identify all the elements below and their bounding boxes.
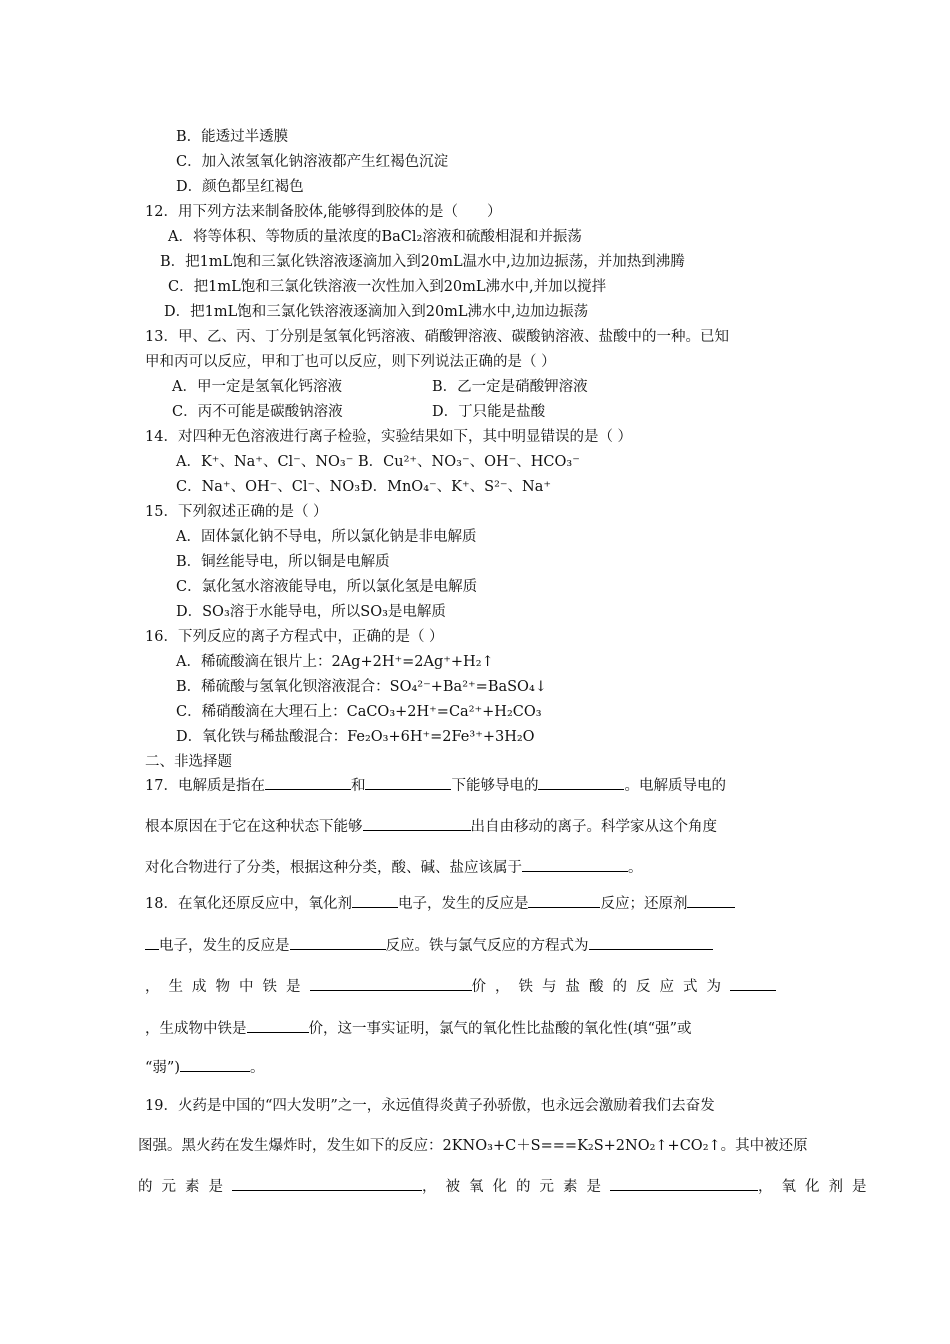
q18-blank-3-cont[interactable] — [145, 935, 159, 950]
q15-stem: 15．下列叙述正确的是（ ） — [145, 504, 328, 520]
q13-option-d: D．丁只能是盐酸 — [432, 404, 546, 420]
q17-text-3: 下能够导电的 — [451, 778, 539, 794]
q18-line5 — [145, 1057, 264, 1078]
q17-text-5: 根本原因在于它在这种状态下能够 — [145, 819, 363, 835]
q13-option-a: A．甲一定是氢氧化钙溶液 — [172, 379, 342, 395]
q18-blank-2[interactable] — [528, 893, 600, 908]
q17-line3 — [145, 857, 643, 878]
q14-option-c: C．Na⁺、OH⁻、Cl⁻、NO₃⁻ — [176, 479, 368, 495]
q13-stem-line1: 13．甲、乙、丙、丁分别是氢氧化钙溶液、硝酸钾溶液、碳酸钠溶液、盐酸中的一种。已知 — [145, 329, 729, 345]
q14-stem: 14．对四种无色溶液进行离子检验，实验结果如下，其中明显错误的是（ ） — [145, 429, 633, 445]
q17-text-6: 出自由移动的离子。科学家从这个角度 — [470, 819, 717, 835]
q18-text-11: 。 — [249, 1060, 265, 1076]
q12-option-d: D．把1mL饱和三氯化铁溶液逐滴加入到20mL沸水中,边加边振荡 — [164, 304, 589, 320]
q18-blank-7[interactable] — [730, 976, 776, 991]
q12-option-a: A．将等体积、等物质的量浓度的BaCl₂溶液和硫酸相混和并振荡 — [168, 229, 582, 245]
q19-line2: 图强。黑火药在发生爆炸时，发生如下的反应：2KNO₃+C＋S===K₂S+2NO₂↑+CO₂↑。其中被还原 — [138, 1138, 808, 1154]
q18-blank-5[interactable] — [589, 935, 713, 950]
q18-blank-3[interactable] — [687, 893, 735, 908]
q17-blank-4[interactable] — [363, 816, 471, 831]
q17-blank-1[interactable] — [265, 775, 351, 790]
q11-option-b: B．能透过半透膜 — [176, 129, 289, 145]
q19-blank-2[interactable] — [610, 1176, 758, 1191]
q12-option-b: B．把1mL饱和三氯化铁溶液逐滴加入到20mL温水中,边加边振荡，并加热到沸腾 — [160, 254, 685, 270]
q18-text-8: ，生成物中铁是 — [145, 1021, 247, 1037]
q16-option-a: A．稀硫酸滴在银片上：2Ag+2H⁺=2Ag⁺+H₂↑ — [176, 654, 494, 670]
q18-blank-8[interactable] — [247, 1018, 309, 1033]
q18-blank-9[interactable] — [180, 1057, 250, 1072]
q18-text-2: 电子，发生的反应是 — [397, 896, 529, 912]
q18-line2 — [145, 935, 713, 956]
q17-text-4: 。电解质导电的 — [624, 778, 726, 794]
q15-option-c: C．氯化氢水溶液能导电，所以氯化氢是电解质 — [176, 579, 478, 595]
q13-option-b: B．乙一定是硝酸钾溶液 — [432, 379, 588, 395]
q17-text-1: 17．电解质是指在 — [145, 778, 265, 794]
q17-text-2: 和 — [350, 778, 366, 794]
q17-blank-3[interactable] — [538, 775, 624, 790]
q16-option-b: B．稀硫酸与氢氧化钡溶液混合：SO₄²⁻+Ba²⁺=BaSO₄↓ — [176, 679, 547, 695]
q18-blank-4[interactable] — [290, 935, 386, 950]
q16-option-c: C．稀硝酸滴在大理石上：CaCO₃+2H⁺=Ca²⁺+H₂CO₃ — [176, 704, 542, 720]
q18-blank-6[interactable] — [310, 976, 472, 991]
q18-text-3: 反应；还原剂 — [600, 896, 688, 912]
q19-text-1: 的元素是 — [138, 1179, 232, 1195]
q18-text-7: 价，铁与盐酸的反应式为 — [471, 979, 730, 995]
q19-line1: 19．火药是中国的“四大发明”之一，永远值得炎黄子孙骄傲，也永远会激励着我们去奋发 — [145, 1098, 715, 1114]
q18-text-9: 价，这一事实证明，氯气的氧化性比盐酸的氧化性(填“强”或 — [308, 1021, 692, 1037]
q15-option-a: A．固体氯化钠不导电，所以氯化钠是非电解质 — [176, 529, 477, 545]
q12-stem: 12．用下列方法来制备胶体,能够得到胶体的是（ ） — [145, 204, 502, 220]
q18-text-6: ，生成物中铁是 — [145, 979, 310, 995]
q18-text-10: “弱”) — [145, 1060, 180, 1076]
q11-option-c: C．加入浓氢氧化钠溶液都产生红褐色沉淀 — [176, 154, 449, 170]
q19-line3 — [138, 1176, 876, 1197]
q18-blank-1[interactable] — [352, 893, 398, 908]
q19-text-3: ，氧化剂是 — [758, 1179, 876, 1195]
q12-option-c: C．把1mL饱和三氯化铁溶液一次性加入到20mL沸水中,并加以搅拌 — [168, 279, 607, 295]
q14-option-a: A．K⁺、Na⁺、Cl⁻、NO₃⁻ — [176, 454, 354, 470]
q16-stem: 16．下列反应的离子方程式中，正确的是（ ） — [145, 629, 444, 645]
q18-text-5: 反应。铁与氯气反应的方程式为 — [385, 938, 589, 954]
q18-text-4: 电子，发生的反应是 — [159, 938, 290, 954]
q11-option-d: D．颜色都呈红褐色 — [176, 179, 304, 195]
q15-option-d: D．SO₃溶于水能导电，所以SO₃是电解质 — [176, 604, 446, 620]
q14-option-b: B．Cu²⁺、NO₃⁻、OH⁻、HCO₃⁻ — [358, 454, 580, 470]
q19-blank-1[interactable] — [232, 1176, 422, 1191]
q17-text-8: 。 — [628, 860, 643, 876]
q13-option-c: C．丙不可能是碳酸钠溶液 — [172, 404, 343, 420]
q16-option-d: D．氧化铁与稀盐酸混合：Fe₂O₃+6H⁺=2Fe³⁺+3H₂O — [176, 729, 535, 745]
q18-line4 — [145, 1018, 691, 1039]
q17-text-7: 对化合物进行了分类，根据这种分类，酸、碱、盐应该属于 — [145, 860, 522, 876]
q17-line2 — [145, 816, 717, 837]
q19-text-2: ，被氧化的元素是 — [422, 1179, 610, 1195]
q18-text-1: 18．在氧化还原反应中，氧化剂 — [145, 896, 352, 912]
q13-stem-line2: 甲和丙可以反应，甲和丁也可以反应，则下列说法正确的是（ ） — [145, 354, 556, 370]
section-heading: 二、非选择题 — [145, 754, 232, 770]
q17-blank-5[interactable] — [522, 857, 628, 872]
q17-line1 — [145, 775, 726, 796]
q18-line1 — [145, 893, 735, 914]
q15-option-b: B．铜丝能导电，所以铜是电解质 — [176, 554, 390, 570]
q14-option-d: D．MnO₄⁻、K⁺、S²⁻、Na⁺ — [361, 479, 552, 495]
q18-line3 — [145, 976, 776, 997]
q17-blank-2[interactable] — [365, 775, 451, 790]
